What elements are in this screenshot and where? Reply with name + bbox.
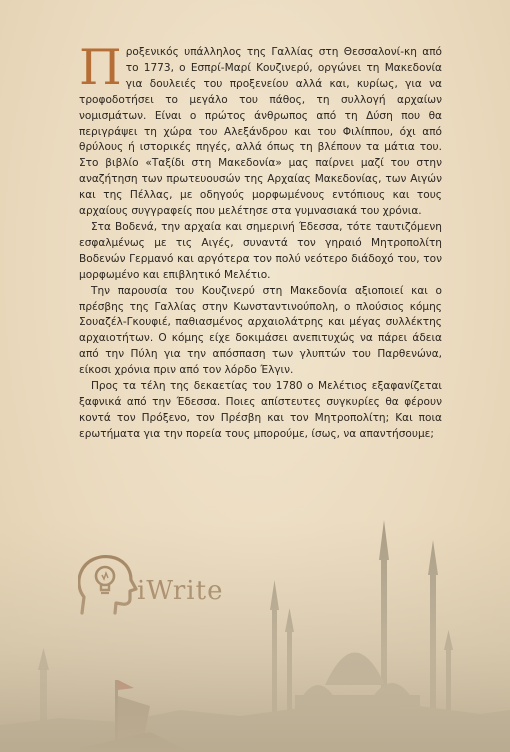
paragraph-4: Προς τα τέλη της δεκαετίας του 1780 ο Μελέτιος εξαφανίζεται ξαφνικά από την Έδεσσα. Ποιες απίστευτες συγκυρίες θα φέρουν κοντά τον Πρόξενο, τον Πρέσβη και τον Μητροπολίτη; Και ποια ερωτήματα για την πορεία τους μπορούμε, ίσως, να απαντήσουμε; <box>79 380 442 440</box>
back-cover-text <box>79 39 442 443</box>
paragraph-3: Την παρουσία του Κουζινερύ στη Μακεδονία αξιοποιεί και ο πρέσβης της Γαλλίας στην Κωνσταντινούπολη, ο πλούσιος κόμης Σουαζέλ-Γκουφιέ, παθιασμένος αρχαιολάτρης και μέγας συλλέκτης αρχαιοτήτων. Ο κόμης είχε δοκιμάσει ανεπιτυχώς να πάρει άδεια από την Πύλη για την απόσπαση των γλυπτών του Παρθενώνα, είκοσι χρόνια πριν από τον λόρδο Έλγιν. <box>79 284 442 377</box>
paragraph-1 <box>79 39 442 220</box>
istanbul-skyline-illustration <box>0 520 510 752</box>
paragraph-1-body: ροξενικός υπάλληλος της Γαλλίας στη Θεσσαλονί-κη από το 1773, ο Εσπρί-Μαρί Κουζινερύ, οργώνει τη Μακεδονία για δουλειές του προξενείου αλλά και, κυρίως, για να τροφοδοτήσει το μεγάλο του πάθος, τη συλλογή αρχαίων νομισμάτων. Είναι ο πρώτος άνθρωπος από τη Δύση που θα περιγράψει τη χώρα του Αλεξάνδρου και του Φιλίππου, όχι από θρύλους ή ιστορικές πηγές, αλλά όπως τη βλέπουν τα μάτια του. Στο βιβλίο «Ταξίδι στη Μακεδονία» μας παίρνει μαζί του στην αναζήτηση των πρωτευουσών της Αρχαίας Μακεδονίας, των Αιγών και της Πέλλας, με οδηγούς μορφωμένους εντόπιους και τους αρχαίους συγγραφείς που μελέτησε στα γυμνασιακά του χρόνια. <box>79 46 442 218</box>
drop-cap: Π <box>79 39 122 96</box>
paragraph-2: Στα Βοδενά, την αρχαία και σημερινή Έδεσσα, τότε ταυτιζόμενη εσφαλμένως με τις Αιγές, συναντά τον γηραιό Μητροπολίτη Βοδενών Γερμανό και αργότερα τον πολύ νεότερο διάδοχό του, τον μορφωμένο και επιβλητικό Μελέτιο. <box>79 220 442 281</box>
